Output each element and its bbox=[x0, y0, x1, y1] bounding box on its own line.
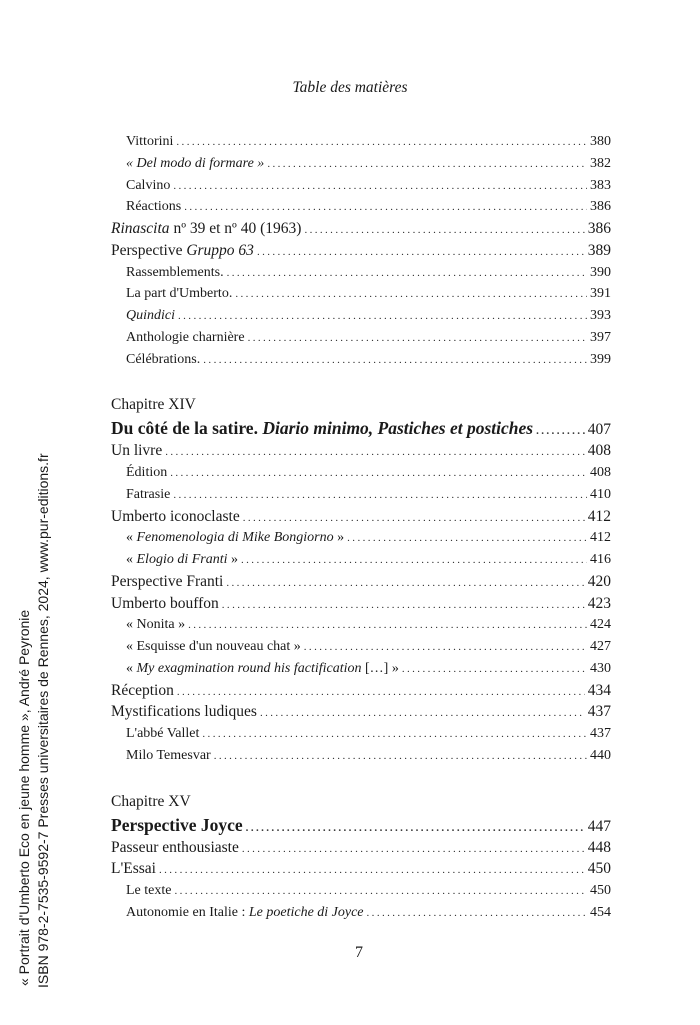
toc-entry[interactable]: Anthologie charnière ..... 397 bbox=[111, 327, 611, 349]
toc-entry[interactable]: Réception ..... 434 bbox=[111, 680, 611, 702]
toc-entry[interactable]: Célébrations. ..... 399 bbox=[111, 349, 611, 371]
toc-entry[interactable]: « Fenomenologia di Mike Bongiorno » ..... 412 bbox=[111, 527, 611, 549]
toc-entry[interactable]: « My exagmination round his factification […] » ..... 430 bbox=[111, 658, 611, 680]
chapter-label: Chapitre XV bbox=[111, 792, 191, 810]
toc-entry[interactable]: Fatrasie ..... 410 bbox=[111, 484, 611, 506]
toc-entry[interactable]: « Esquisse d'un nouveau chat » ..... 427 bbox=[111, 636, 611, 658]
copyright-sidebar bbox=[15, 0, 700, 988]
toc-entry[interactable]: Calvino ..... 383 bbox=[111, 175, 611, 197]
toc-entry[interactable]: Milo Temesvar ..... 440 bbox=[111, 745, 611, 767]
toc-entry[interactable]: Quindici ..... 393 bbox=[111, 305, 611, 327]
toc-entry[interactable]: L'Essai ..... 450 bbox=[111, 858, 611, 880]
toc-entry[interactable]: L'abbé Vallet ..... 437 bbox=[111, 723, 611, 745]
toc-entry[interactable]: Rassemblements. ..... 390 bbox=[111, 262, 611, 284]
toc-entry[interactable]: Perspective Franti ..... 420 bbox=[111, 571, 611, 593]
toc-entry[interactable]: Perspective Gruppo 63 ..... 389 bbox=[111, 240, 611, 262]
toc-entry[interactable]: Umberto bouffon ..... 423 bbox=[111, 593, 611, 615]
toc-entry[interactable]: Passeur enthousiaste ..... 448 bbox=[111, 837, 611, 859]
toc-entry[interactable]: Rinascita nº 39 et nº 40 (1963) ..... 386 bbox=[111, 218, 611, 240]
toc-entry[interactable]: « Nonita » ..... 424 bbox=[111, 614, 611, 636]
toc-entry[interactable]: Un livre ..... 408 bbox=[111, 440, 611, 462]
sidebar-line: « Portrait d'Umberto Eco en jeune homme », André Peyronie bbox=[16, 609, 32, 986]
toc-entry[interactable]: Umberto iconoclaste ..... 412 bbox=[111, 506, 611, 528]
toc-entry[interactable]: Vittorini ..... 380 bbox=[111, 131, 611, 153]
chapter-label: Chapitre XIV bbox=[111, 396, 196, 414]
toc-entry[interactable]: « Elogio di Franti » ..... 416 bbox=[111, 549, 611, 571]
toc-entry[interactable]: La part d'Umberto. ..... 391 bbox=[111, 283, 611, 305]
chapter-title[interactable]: Du côté de la satire. Diario minimo, Pastiches et postiches ..... 407 bbox=[111, 416, 611, 440]
toc-entry[interactable]: Le texte ..... 450 bbox=[111, 880, 611, 902]
toc-entry[interactable]: Réactions ..... 386 bbox=[111, 196, 611, 218]
running-head: Table des matières bbox=[292, 79, 408, 96]
toc-entry[interactable]: Édition ..... 408 bbox=[111, 462, 611, 484]
page-number: 7 bbox=[355, 944, 363, 961]
sidebar-line: ISBN 978-2-7535-9592-7 Presses universitaires de Rennes, 2024, www.pur-editions.fr bbox=[35, 453, 51, 988]
toc-entry[interactable]: Mystifications ludiques ..... 437 bbox=[111, 701, 611, 723]
toc-entry[interactable]: « Del modo di formare » ..... 382 bbox=[111, 153, 611, 175]
toc-entry[interactable]: Autonomie en Italie : Le poetiche di Joyce ..... 454 bbox=[111, 902, 611, 924]
chapter-title[interactable]: Perspective Joyce ..... 447 bbox=[111, 813, 611, 837]
